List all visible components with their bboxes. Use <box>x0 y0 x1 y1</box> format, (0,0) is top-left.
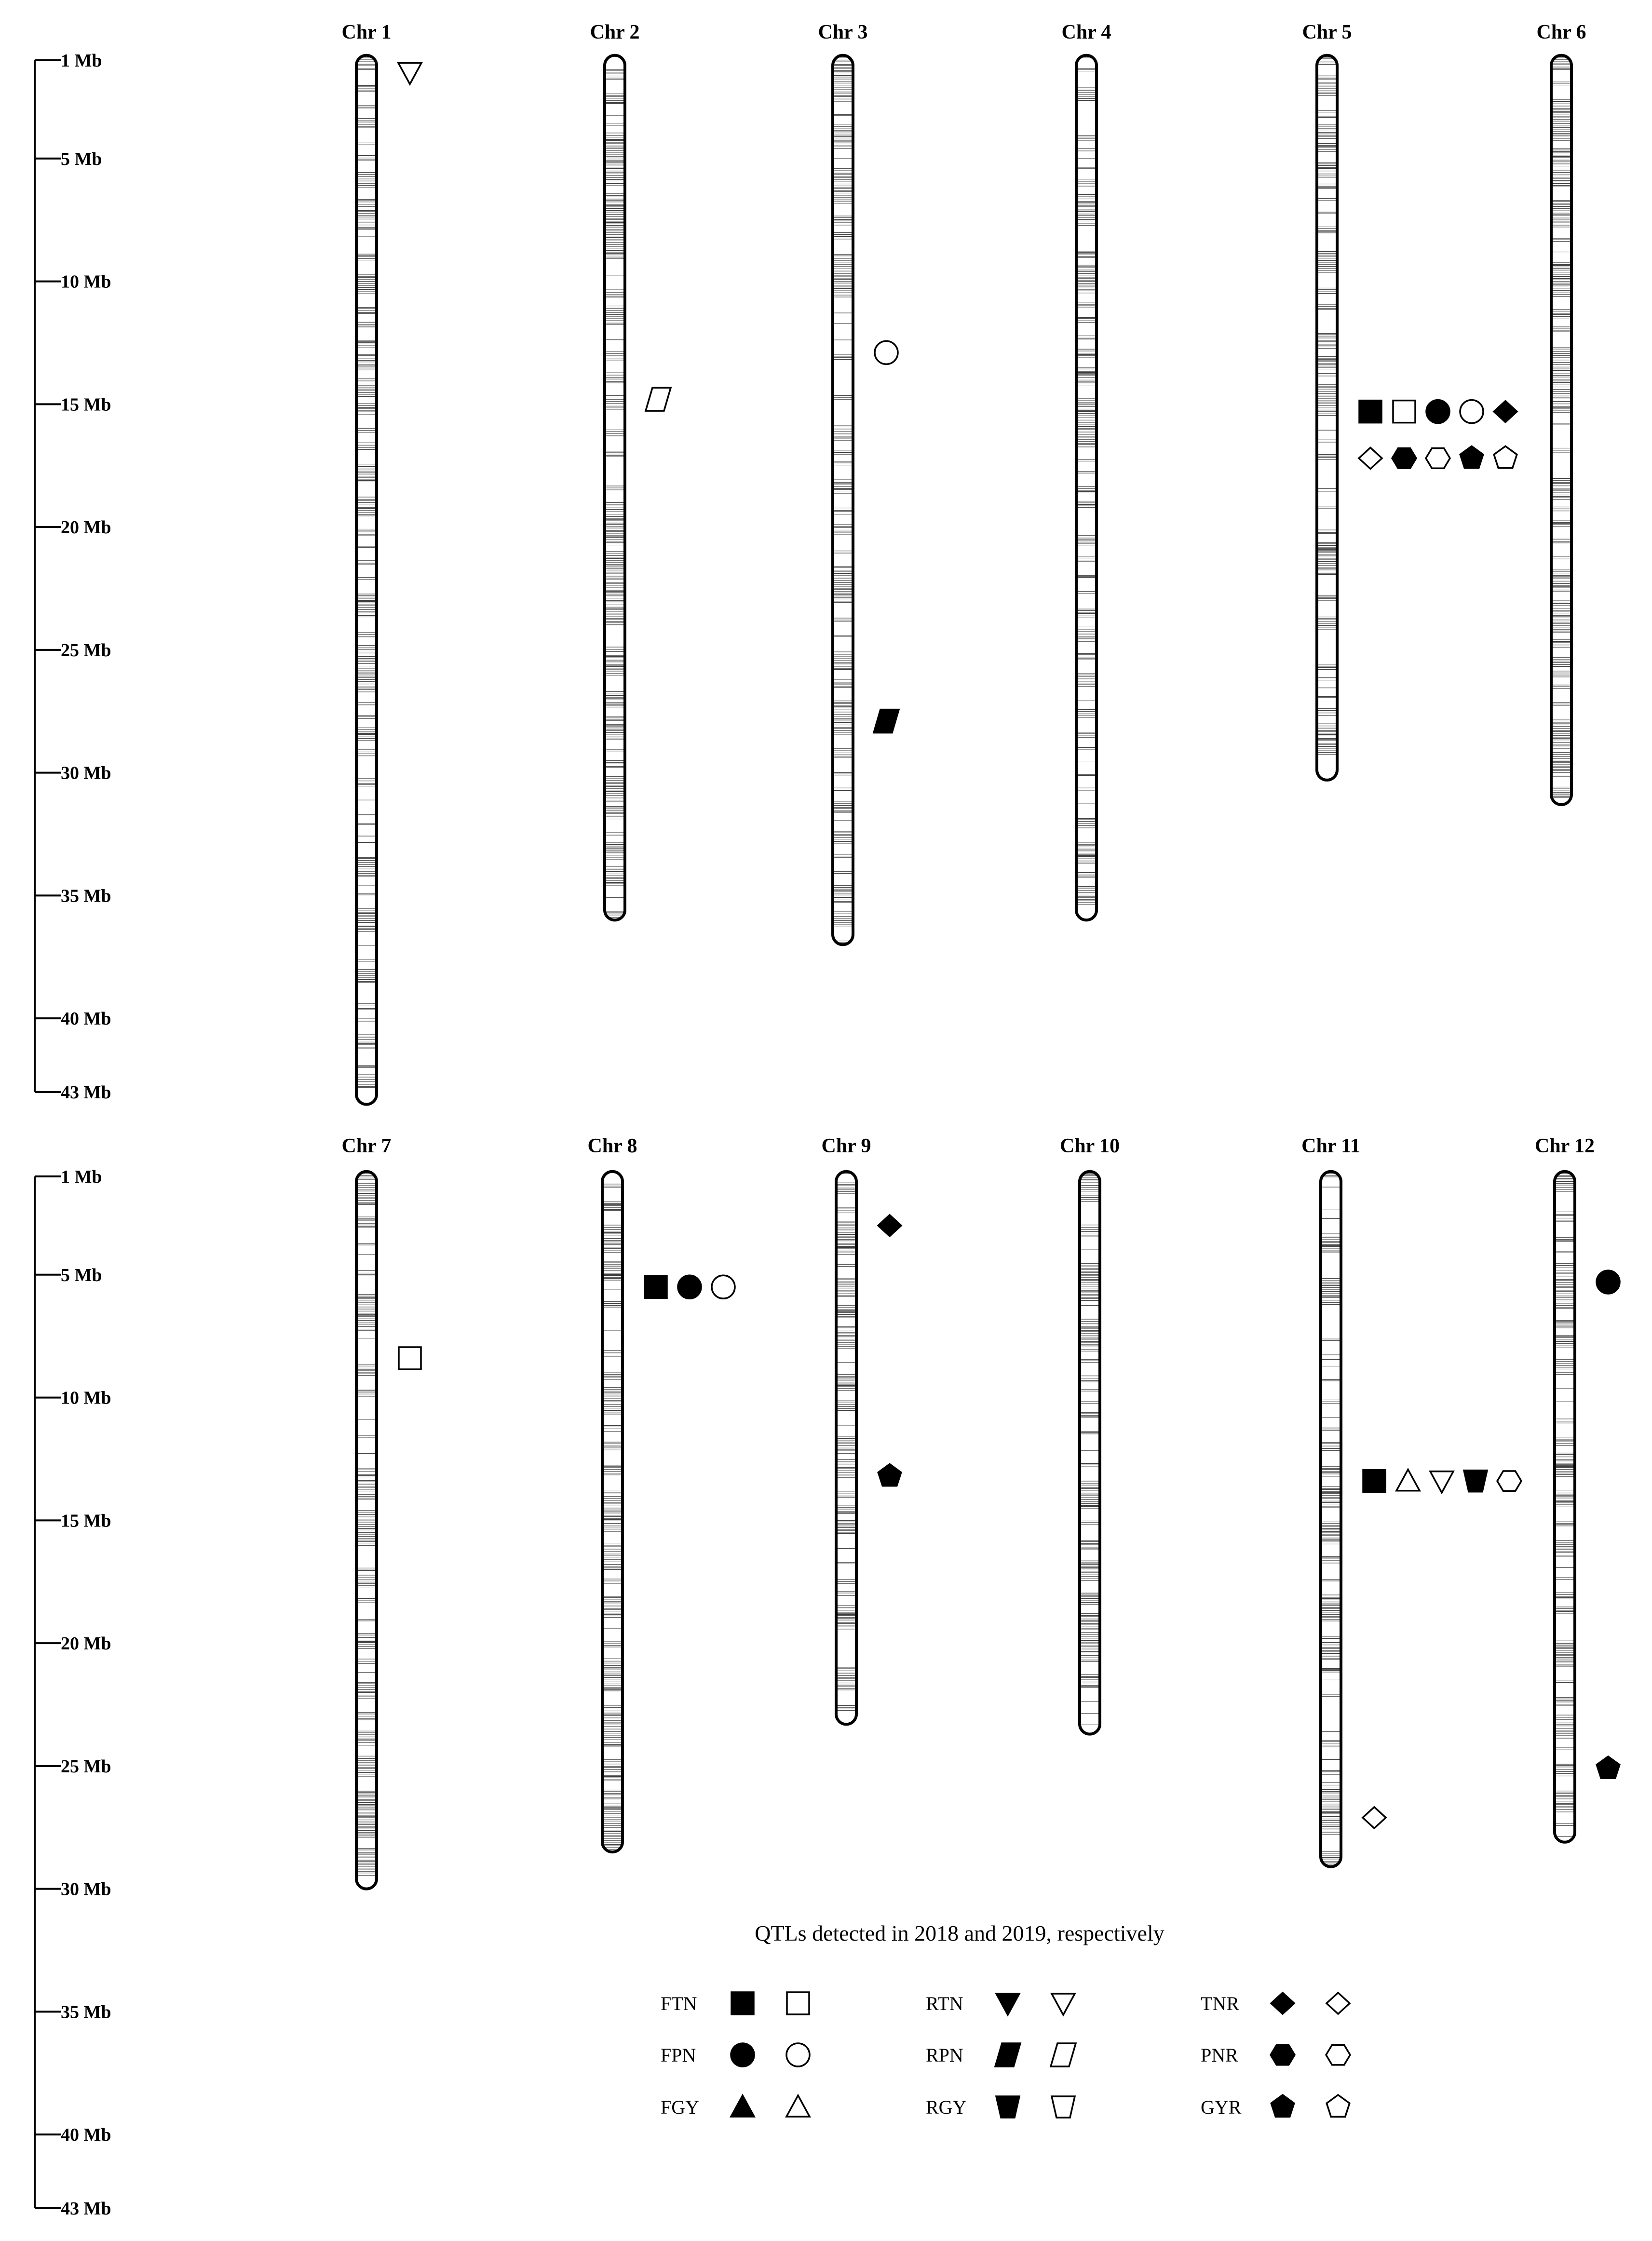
qtl-marker-fpn-2019 <box>1460 400 1483 423</box>
scale-tick-label: 35 Mb <box>61 2002 111 2023</box>
chromosome-chr-7 <box>341 1135 391 1889</box>
legend <box>661 1921 1350 2118</box>
marker-density-stripes <box>1080 1172 1100 1734</box>
scale-bar-1 <box>35 51 111 1103</box>
legend-item-gyr <box>1201 2095 1350 2118</box>
chromosome-chr-12 <box>1535 1135 1595 1842</box>
marker-density-stripes <box>833 55 853 945</box>
qtl-marker-ftn-2019 <box>399 1347 421 1369</box>
qtl-marker-fpn-2019 <box>712 1275 735 1298</box>
marker-density-stripes <box>602 1172 623 1852</box>
qtl-marker-fpn-2018 <box>1426 400 1449 423</box>
scale-tick-label: 10 Mb <box>61 271 111 292</box>
legend-label: FGY <box>661 2096 700 2118</box>
marker-density-stripes <box>1555 1172 1575 1842</box>
qtl-marker-ftn-2019 <box>1393 401 1415 423</box>
legend-item-fpn <box>661 2043 810 2066</box>
scale-tick-label: 40 Mb <box>61 1009 111 1029</box>
chromosome-title: Chr 1 <box>341 21 392 43</box>
scale-tick-label: 25 Mb <box>61 640 111 661</box>
legend-symbol-2018 <box>1271 1993 1294 2014</box>
qtl-marker-fpn-2018 <box>1597 1270 1620 1294</box>
legend-title: QTLs detected in 2018 and 2019, respectively <box>755 1921 1165 1945</box>
scale-bar-2 <box>35 1167 111 2219</box>
legend-item-pnr <box>1201 2044 1350 2066</box>
marker-density-stripes <box>1317 55 1337 780</box>
qtl-marker-ftn-2018 <box>645 1276 667 1298</box>
scale-tick-label: 15 Mb <box>61 1511 111 1531</box>
legend-symbol-2018 <box>996 2096 1019 2118</box>
legend-symbol-2018 <box>731 2043 754 2066</box>
legend-symbol-2018 <box>731 2095 754 2117</box>
chromosome-title: Chr 10 <box>1059 1135 1120 1157</box>
qtl-marker-rpn-2019 <box>646 388 671 411</box>
legend-symbol-2018 <box>1271 2095 1294 2117</box>
scale-tick-label: 1 Mb <box>61 51 102 71</box>
scale-tick-label: 30 Mb <box>61 1879 111 1900</box>
legend-symbol-2019 <box>1327 1993 1350 2014</box>
chromosome-chr-8 <box>587 1135 637 1852</box>
marker-density-stripes <box>1076 55 1097 920</box>
legend-label: FPN <box>661 2044 696 2066</box>
scale-tick-label: 35 Mb <box>61 886 111 906</box>
qtl-marker-tnr-2019 <box>1363 1807 1386 1828</box>
marker-density-stripes <box>356 1172 377 1889</box>
qtl-marker-gyr-2019 <box>1494 446 1517 468</box>
legend-label: RPN <box>926 2044 963 2066</box>
legend-item-rtn <box>926 1993 1075 2015</box>
legend-label: RGY <box>926 2096 967 2118</box>
chromosome-title: Chr 5 <box>1302 21 1352 43</box>
legend-symbol-2018 <box>1271 2045 1295 2065</box>
scale-tick-label: 5 Mb <box>61 148 102 169</box>
qtl-marker-ftn-2018 <box>1359 401 1381 423</box>
chromosome-title: Chr 3 <box>818 21 868 43</box>
qtl-marker-ftn-2018 <box>1363 1470 1385 1492</box>
marker-density-stripes <box>1321 1172 1341 1867</box>
qtl-marker-pnr-2019 <box>1497 1471 1521 1491</box>
chromosome-title: Chr 8 <box>587 1135 637 1157</box>
legend-label: FTN <box>661 1993 697 2014</box>
marker-density-stripes <box>605 55 625 920</box>
scale-tick-label: 1 Mb <box>61 1167 102 1187</box>
scale-tick-label: 15 Mb <box>61 394 111 415</box>
legend-symbol-2018 <box>731 1992 754 2014</box>
chromosome-chr-9 <box>821 1135 871 1724</box>
legend-item-tnr <box>1201 1993 1350 2014</box>
legend-symbol-2019 <box>787 1992 809 2014</box>
qtl-marker-fpn-2018 <box>678 1275 701 1298</box>
qtl-marker-gyr-2018 <box>1460 446 1483 468</box>
legend-item-rgy <box>926 2096 1075 2118</box>
legend-symbol-2019 <box>786 2043 810 2066</box>
chromosome-chr-3 <box>818 21 867 945</box>
scale-tick-label: 25 Mb <box>61 1756 111 1777</box>
legend-symbol-2019 <box>1327 2095 1350 2117</box>
legend-symbol-2019 <box>1051 2043 1076 2066</box>
legend-symbol-2019 <box>786 2095 810 2117</box>
scale-tick-label: 40 Mb <box>61 2125 111 2146</box>
legend-label: GYR <box>1201 2096 1242 2118</box>
qtl-marker-gyr-2018 <box>878 1464 901 1486</box>
legend-item-fgy <box>661 2095 810 2118</box>
legend-label: RTN <box>926 1993 963 2014</box>
qtl-marker-fpn-2019 <box>875 341 898 364</box>
legend-symbol-2019 <box>1052 1994 1075 2015</box>
qtl-marker-fgy-2019 <box>1396 1470 1420 1491</box>
chromosome-chr-6 <box>1536 21 1586 805</box>
scale-tick-label: 43 Mb <box>61 1082 111 1103</box>
marker-density-stripes <box>836 1172 856 1724</box>
qtl-marker-gyr-2018 <box>1597 1756 1620 1778</box>
chromosome-chr-2 <box>590 21 639 920</box>
qtl-marker-rtn-2019 <box>398 63 421 84</box>
qtl-marker-rtn-2019 <box>1430 1472 1453 1493</box>
scale-tick-label: 43 Mb <box>61 2199 111 2219</box>
legend-item-ftn <box>661 1992 809 2014</box>
legend-symbol-2019 <box>1326 2045 1350 2065</box>
chromosome-chr-4 <box>1061 21 1111 920</box>
chromosome-chr-1 <box>341 21 391 1104</box>
scale-tick-label: 20 Mb <box>61 517 111 538</box>
legend-item-rpn <box>926 2043 1076 2066</box>
qtl-marker-rgy-2018 <box>1464 1471 1487 1492</box>
scale-tick-label: 10 Mb <box>61 1388 111 1408</box>
marker-density-stripes <box>356 55 377 1105</box>
chromosome-chr-10 <box>1060 1135 1120 1734</box>
qtl-marker-tnr-2018 <box>878 1215 901 1236</box>
legend-label: TNR <box>1201 1993 1239 2014</box>
legend-symbol-2019 <box>1052 2096 1075 2118</box>
chromosome-title: Chr 4 <box>1061 21 1111 43</box>
qtl-marker-tnr-2018 <box>1494 401 1517 422</box>
legend-label: PNR <box>1201 2044 1238 2066</box>
chromosome-title: Chr 11 <box>1301 1135 1360 1157</box>
scale-tick-label: 30 Mb <box>61 763 111 783</box>
qtl-marker-tnr-2019 <box>1359 447 1382 469</box>
marker-density-stripes <box>1551 55 1571 805</box>
chromosome-chr-5 <box>1302 21 1352 780</box>
chromosome-title: Chr 2 <box>590 21 640 43</box>
chromosome-title: Chr 9 <box>821 1135 871 1157</box>
legend-symbol-2018 <box>996 1994 1019 2015</box>
scale-tick-label: 20 Mb <box>61 1634 111 1654</box>
chromosome-title: Chr 12 <box>1534 1135 1595 1157</box>
qtl-marker-rpn-2018 <box>874 710 899 733</box>
scale-tick-label: 5 Mb <box>61 1265 102 1285</box>
chromosome-chr-11 <box>1301 1135 1360 1867</box>
chromosome-title: Chr 7 <box>341 1135 392 1157</box>
qtl-marker-pnr-2018 <box>1392 448 1416 469</box>
legend-symbol-2018 <box>995 2043 1020 2066</box>
qtl-marker-pnr-2019 <box>1426 448 1450 469</box>
chromosome-title: Chr 6 <box>1536 21 1586 43</box>
